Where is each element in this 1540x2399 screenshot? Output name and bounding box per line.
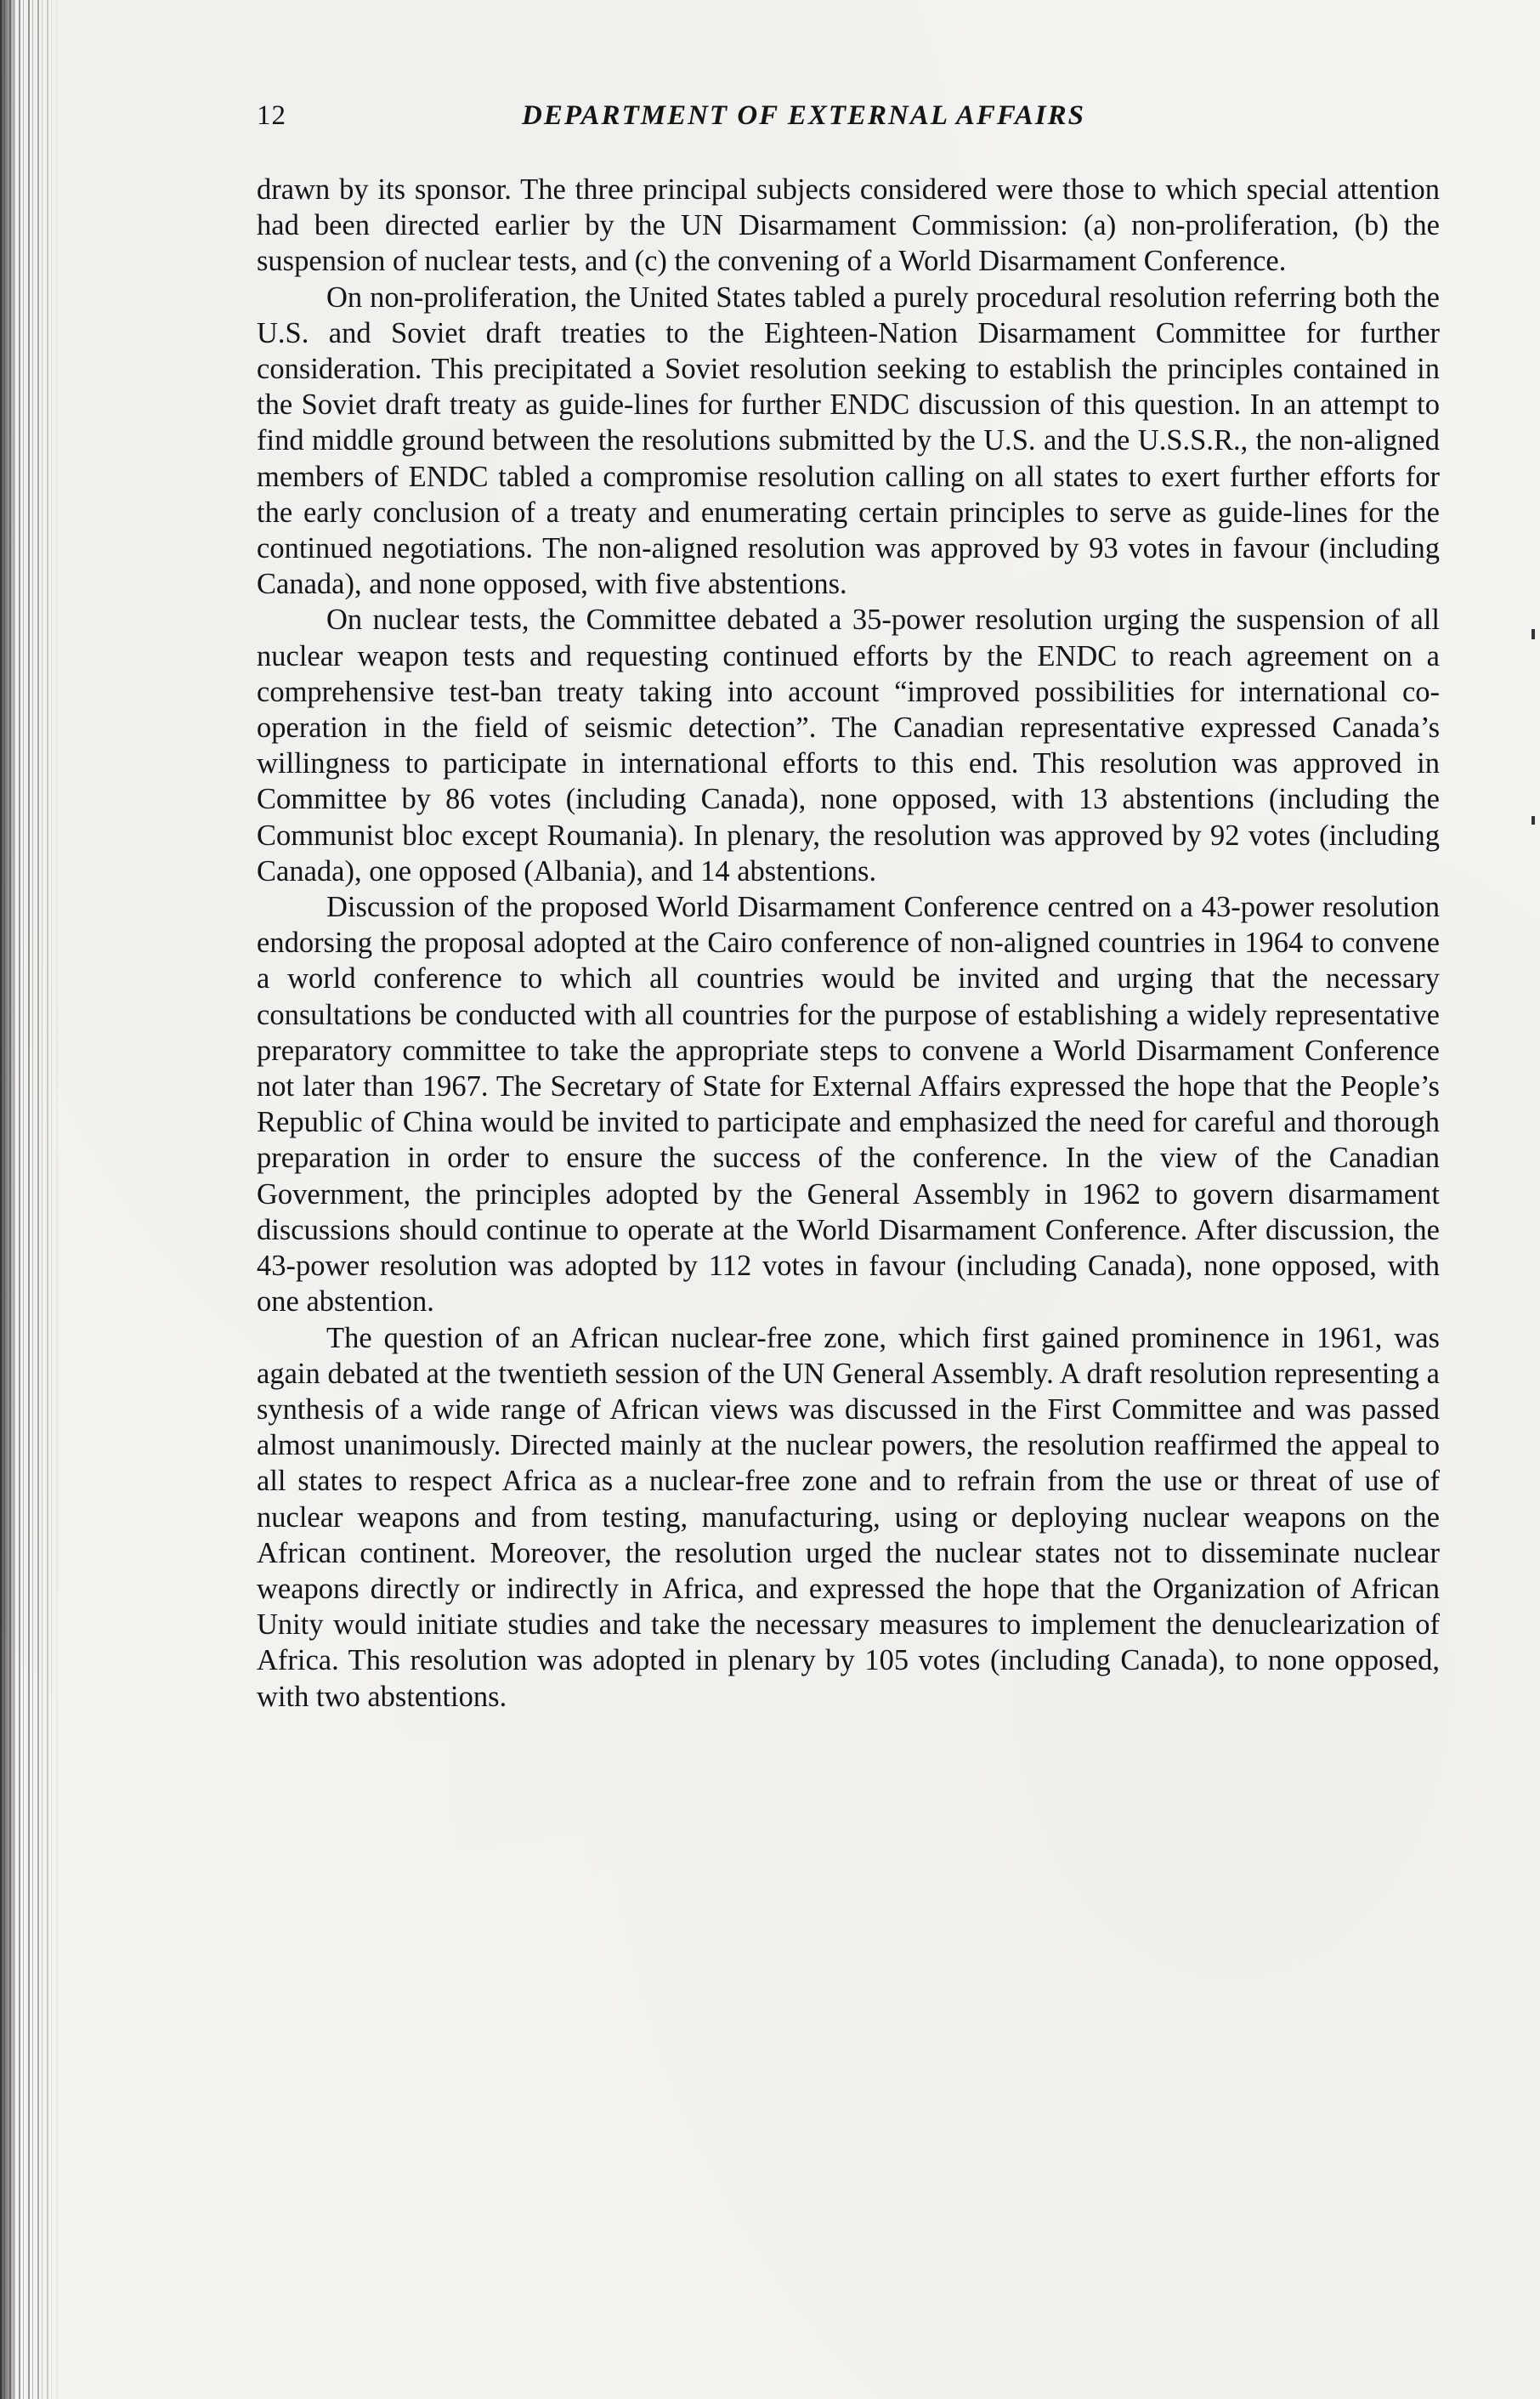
binding-edge-dark	[0, 0, 15, 2399]
edge-mark	[1532, 629, 1535, 639]
paragraph-african-nuclear-free-zone: The question of an African nuclear-free zone, which first gained prominence in 1961, was again debated at the twentieth session of the UN General Assembly. A draft resolution representing a synthesis of a wide range of African views was discussed in the First Committee and was passed almost unanimously. Directed mainly at the nuclear powers, the resolution reaffirmed the appeal to all states to respect Africa as a nuclear-free zone and to refrain from the use or threat of use of nuclear weapons and from testing, manufacturing, using or deploying nuclear weapons on the African continent. Moreover, the resolution urged the nuclear states not to disseminate nuclear weapons directly or indirectly in Africa, and expressed the hope that the Organization of African Unity would initiate studies and take the necessary measures to implement the denuclearization of Africa. This resolution was adopted in plenary by 105 votes (including Canada), to none opposed, with two abstentions.	[257, 1321, 1440, 1713]
paragraph-non-proliferation: On non-proliferation, the United States tabled a purely procedural resolution referring both the U.S. and Soviet draft treaties to the Eighteen-Nation Disarmament Committee for further consideration. This precipitated a Soviet resolution seeking to establish the principles contained in the Soviet draft treaty as guide-lines for further ENDC discussion of this question. In an attempt to find middle ground between the resolutions submitted by the U.S. and the U.S.S.R., the non-aligned members of ENDC tabled a compromise resolution calling on all states to exert further efforts for the early conclusion of a treaty and enumerating certain principles to serve as guide-lines for the continued negotiations. The non-aligned resolution was approved by 93 votes in favour (including Canada), and none opposed, with five abstentions.	[257, 281, 1440, 601]
edge-mark	[1532, 816, 1535, 825]
page-number: 12	[257, 100, 286, 131]
running-head: DEPARTMENT OF EXTERNAL AFFAIRS	[522, 100, 1086, 131]
paragraph-nuclear-tests: On nuclear tests, the Committee debated a 35-power resolution urging the suspension of all nuclear weapon tests and requesting continued efforts by the ENDC to reach agreement on a comprehensive test-ban treaty taking into account “improved possibilities for international co-operation in the field of seismic detection”. The Canadian representative expressed Canada’s willingness to participate in international efforts to this end. This resolution was approved in Committee by 86 votes (including Canada), none opposed, with 13 abstentions (including the Communist bloc except Roumania). In plenary, the resolution was approved by 92 votes (including Canada), one opposed (Albania), and 14 abstentions.	[257, 604, 1440, 888]
paragraph-world-disarmament-conference: Discussion of the proposed World Disarmament Conference centred on a 43-power resolution endorsing the proposal adopted at the Cairo conference of non-aligned countries in 1964 to convene a world conference to which all countries would be invited and urging that the necessary consultations be conducted with all countries for the purpose of establishing a widely representative preparatory committee to take the appropriate steps to convene a World Disarmament Conference not later than 1967. The Secretary of State for External Affairs expressed the hope that the People’s Republic of China would be invited to participate and emphasized the need for careful and thorough preparation in order to ensure the success of the conference. In the view of the Canadian Government, the principles adopted by the General Assembly in 1962 to govern disarmament discussions should continue to operate at the World Disarmament Conference. After discussion, the 43-power resolution was adopted by 112 votes in favour (including Canada), none opposed, with one abstention.	[257, 891, 1440, 1319]
body-text	[257, 172, 1440, 1715]
page-header	[257, 100, 1447, 134]
paragraph-continued: drawn by its sponsor. The three principal subjects considered were those to which special attention had been directed earlier by the UN Disarmament Commission: (a) non-proliferation, (b) the suspension of nuclear tests, and (c) the convening of a World Disarmament Conference.	[257, 173, 1440, 278]
